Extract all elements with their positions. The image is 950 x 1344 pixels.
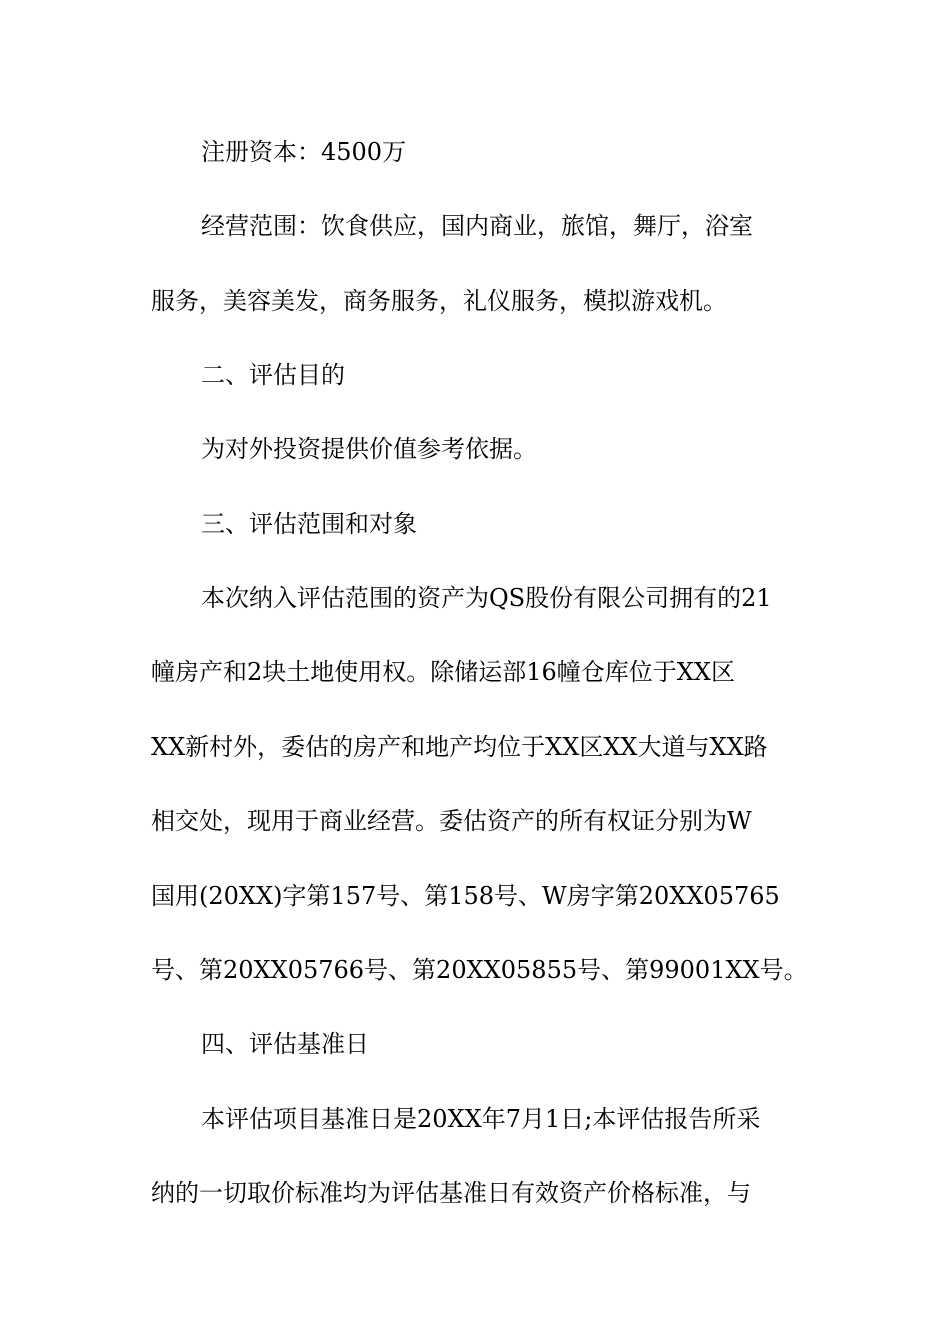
- section-heading-purpose: 二、评估目的: [201, 361, 345, 389]
- scope-paragraph-line-1: 本次纳入评估范围的资产为QS股份有限公司拥有的21: [201, 584, 772, 612]
- business-scope-line-1: 经营范围：饮食供应，国内商业，旅馆，舞厅，浴室: [201, 212, 753, 240]
- business-scope-line-2: 服务，美容美发，商务服务，礼仪服务，模拟游戏机。: [151, 287, 727, 315]
- section-heading-scope: 三、评估范围和对象: [201, 510, 417, 538]
- base-date-paragraph-line-2: 纳的一切取价标准均为评估基准日有效资产价格标准，与: [151, 1179, 751, 1207]
- registered-capital-line: 注册资本：4500万: [201, 138, 407, 166]
- scope-paragraph-line-6: 号、第20XX05766号、第20XX05855号、第99001XX号。: [151, 956, 808, 984]
- purpose-text: 为对外投资提供价值参考依据。: [201, 435, 537, 463]
- section-heading-base-date: 四、评估基准日: [201, 1030, 369, 1058]
- scope-paragraph-line-5: 国用(20XX)字第157号、第158号、W房字第20XX05765: [151, 882, 780, 910]
- scope-paragraph-line-3: XX新村外，委估的房产和地产均位于XX区XX大道与XX路: [151, 733, 768, 761]
- scope-paragraph-line-4: 相交处，现用于商业经营。委估资产的所有权证分别为W: [151, 807, 752, 835]
- scope-paragraph-line-2: 幢房产和2块土地使用权。除储运部16幢仓库位于XX区: [151, 658, 735, 686]
- base-date-paragraph-line-1: 本评估项目基准日是20XX年7月1日;本评估报告所采: [201, 1105, 761, 1133]
